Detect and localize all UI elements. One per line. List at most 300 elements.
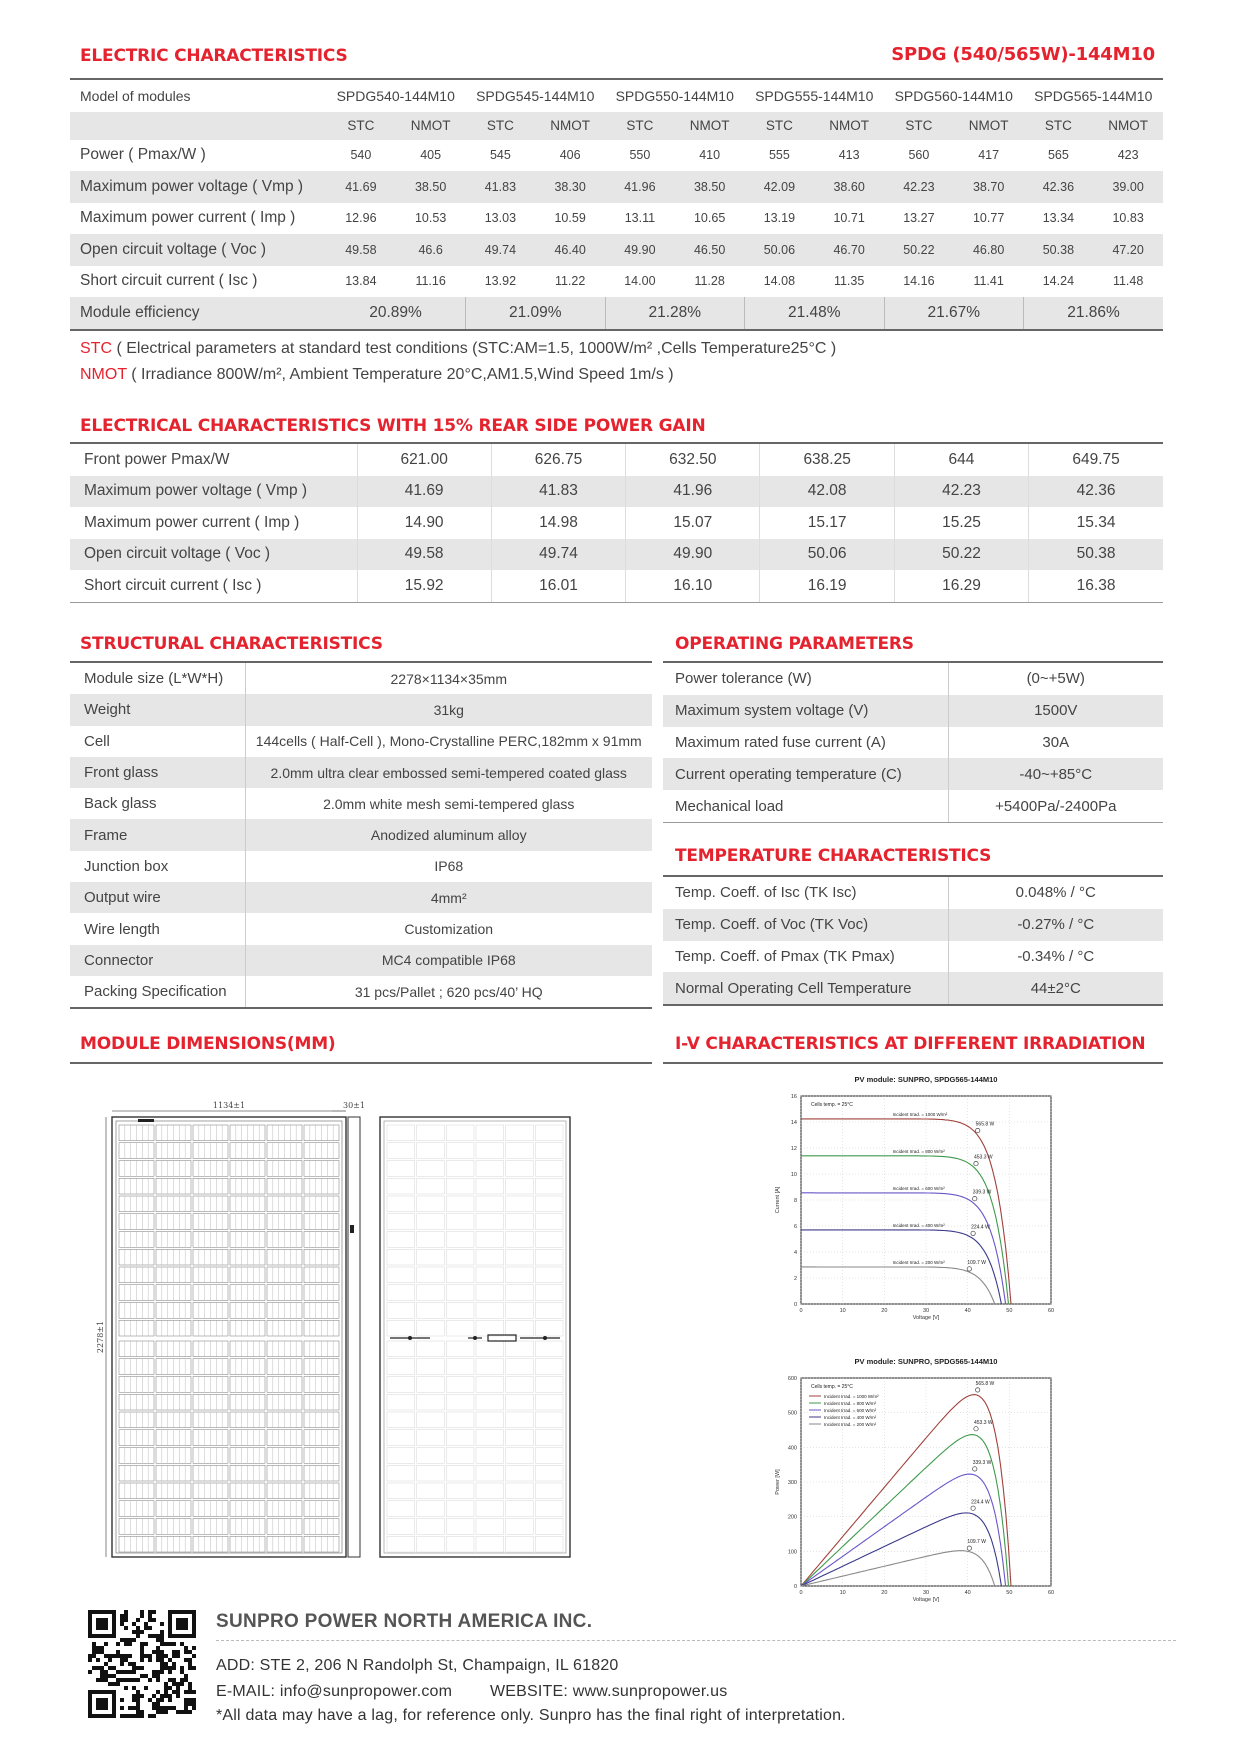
cell-value: 621.00 — [357, 444, 491, 476]
y-tick-label: 6 — [793, 1224, 797, 1230]
table-row — [70, 976, 652, 1007]
cell-value: 39.00 — [1112, 179, 1144, 194]
rear-table-wrap — [70, 442, 1163, 603]
x-tick-label: 40 — [964, 1590, 971, 1596]
cell-value: 11.48 — [1112, 274, 1144, 289]
cell-value: 15.17 — [760, 507, 894, 539]
y-tick-label: 200 — [787, 1514, 797, 1521]
spec-value: -0.34% / °C — [1017, 947, 1095, 965]
efficiency-value: 21.67% — [884, 297, 1024, 329]
legend-note: Cells temp. = 25°C — [811, 1102, 853, 1108]
series-label: Incident Irrad. = 800 W/m² — [892, 1148, 945, 1154]
nmot-header: NMOT — [689, 118, 730, 133]
cell-value: 417 — [978, 148, 1000, 163]
spec-value: 31kg — [433, 701, 464, 718]
cell-value: 14.24 — [1042, 274, 1075, 289]
spec-value: 30A — [1042, 733, 1070, 751]
row-label: Maximum power voltage ( Vmp ) — [70, 476, 357, 508]
table-row — [70, 171, 1163, 203]
mpp-marker — [973, 1467, 977, 1471]
cell-value: 41.83 — [484, 179, 517, 194]
legend-label: Incident Irrad. = 800 W/m² — [824, 1401, 877, 1406]
cell-value: 38.50 — [693, 179, 726, 194]
cell-value: 10.53 — [414, 211, 447, 226]
y-axis-label: Power [W] — [775, 1469, 781, 1495]
table-row — [70, 726, 652, 757]
mpp-label: 565.8 W — [975, 1121, 995, 1128]
efficiency-value: 21.28% — [605, 297, 745, 329]
spec-value: 0.048% / °C — [1015, 884, 1096, 902]
table-row — [70, 570, 1163, 602]
cell-value: 10.71 — [833, 211, 865, 226]
cell-value: 41.96 — [624, 179, 656, 194]
mpp-label: 224.4 W — [971, 1499, 990, 1506]
cell-value: 49.74 — [484, 242, 517, 257]
cell-value: 13.84 — [345, 274, 377, 289]
table-row — [663, 972, 1163, 1004]
cell-value: 47.20 — [1112, 242, 1144, 257]
chart-title: PV module: SUNPRO, SPDG565-144M10 — [854, 1357, 998, 1366]
cell-value: 14.16 — [903, 274, 935, 289]
table-row — [663, 877, 1163, 909]
x-tick-label: 50 — [1006, 1590, 1013, 1596]
x-tick-label: 0 — [799, 1590, 803, 1596]
efficiency-row — [70, 297, 1163, 329]
table-row — [663, 941, 1163, 973]
nmot-header: NMOT — [410, 118, 451, 133]
table-row — [70, 663, 652, 694]
cell-value: 38.70 — [972, 179, 1005, 194]
x-axis-label: Voltage [V] — [912, 1597, 940, 1603]
table-row — [70, 539, 1163, 571]
dimensions-rule — [70, 1062, 652, 1064]
y-tick-label: 4 — [793, 1250, 797, 1256]
table-row — [70, 694, 652, 725]
cell-value: 16.29 — [894, 570, 1028, 602]
stc-header: STC — [486, 118, 514, 133]
spec-value: 144cells ( Half-Cell ), Mono-Crystalline PERC,182mm x 91mm — [255, 733, 642, 750]
cell-value: 638.25 — [760, 444, 894, 476]
y-tick-label: 500 — [787, 1410, 797, 1417]
spec-value: -0.27% / °C — [1017, 916, 1095, 934]
cell-value: 545 — [489, 148, 511, 163]
cell-value: 12.96 — [345, 211, 377, 226]
table-row — [663, 695, 1163, 727]
x-tick-label: 60 — [1047, 1590, 1055, 1596]
dimensions-title: MODULE DIMENSIONS(MM) — [80, 1034, 336, 1054]
spec-label: Connector — [70, 945, 245, 976]
electric-table — [70, 80, 1163, 329]
table-row — [70, 913, 652, 944]
x-tick-label: 50 — [1006, 1308, 1013, 1314]
cell-value: 11.28 — [694, 274, 725, 289]
cell-value: 41.69 — [357, 476, 491, 508]
spec-label: Temp. Coeff. of Isc (TK Isc) — [663, 877, 948, 909]
spec-label: Front glass — [70, 757, 245, 788]
spec-label: Packing Specification — [70, 976, 245, 1007]
width-dimension-label: 1134±1 — [212, 1101, 246, 1110]
stc-header: STC — [905, 118, 933, 133]
x-axis-label: Voltage [V] — [912, 1315, 940, 1321]
mpp-label: 453.3 W — [974, 1419, 993, 1426]
efficiency-value: 21.48% — [745, 297, 885, 329]
cell-value: 11.22 — [554, 274, 586, 289]
model-name: SPDG550-144M10 — [615, 87, 734, 104]
cell-value: 626.75 — [491, 444, 625, 476]
iv-curve-chart — [755, 1070, 1085, 1340]
cell-value: 11.16 — [415, 274, 446, 289]
company-address: ADD: STE 2, 206 N Randolph St, Champaign, IL 61820 — [216, 1657, 619, 1674]
row-label: Maximum power current ( Imp ) — [80, 209, 296, 227]
cell-value: 49.90 — [626, 539, 760, 571]
spec-value: Anodized aluminum alloy — [370, 827, 527, 844]
spec-value: 2278×1134×35mm — [390, 670, 507, 687]
operating-title: OPERATING PARAMETERS — [675, 634, 914, 654]
cell-value: 16.01 — [491, 570, 625, 602]
electric-table-wrap — [70, 78, 1163, 331]
cell-value: 15.34 — [1076, 513, 1116, 531]
cell-value: 14.00 — [624, 274, 656, 289]
row-label: Open circuit voltage ( Voc ) — [80, 240, 267, 258]
series-label: Incident Irrad. = 400 W/m² — [892, 1222, 945, 1228]
cell-value: 15.07 — [626, 507, 760, 539]
cell-value: 42.09 — [763, 179, 796, 194]
mpp-label: 109.7 W — [967, 1259, 986, 1266]
cell-value: 46.50 — [693, 242, 726, 257]
mpp-marker — [971, 1231, 975, 1235]
chart-title: PV module: SUNPRO, SPDG565-144M10 — [854, 1075, 998, 1084]
cell-value: 50.06 — [763, 242, 796, 257]
cell-value: 565 — [1047, 148, 1069, 163]
y-tick-label: 400 — [787, 1445, 797, 1452]
cell-value: 16.10 — [626, 570, 760, 602]
qr-code — [88, 1610, 196, 1718]
stc-nmot-row — [70, 112, 1163, 140]
spec-label: Wire length — [70, 913, 245, 944]
model-name: SPDG540-144M10 — [336, 87, 455, 104]
cell-value: 14.98 — [491, 507, 625, 539]
cell-value: 13.34 — [1042, 211, 1075, 226]
mpp-marker — [975, 1388, 979, 1392]
cell-value: 11.35 — [833, 274, 865, 289]
operating-table — [663, 663, 1163, 822]
legend-label: Incident Irrad. = 600 W/m² — [824, 1408, 877, 1413]
y-tick-label: 100 — [787, 1549, 797, 1556]
cell-value: 49.74 — [491, 539, 625, 571]
mpp-label: 339.3 W — [972, 1459, 992, 1466]
model-name: SPDG565-144M10 — [1034, 87, 1153, 104]
cell-value: 413 — [838, 148, 860, 163]
cell-value: 50.38 — [1076, 545, 1116, 563]
table-row — [70, 507, 1163, 539]
cell-value: 410 — [699, 148, 721, 163]
row-label: Short circuit current ( Isc ) — [70, 570, 357, 602]
x-tick-label: 60 — [1047, 1308, 1055, 1314]
x-tick-label: 0 — [799, 1308, 803, 1314]
y-tick-label: 8 — [793, 1198, 797, 1204]
y-tick-label: 16 — [790, 1094, 797, 1100]
series-label: Incident Irrad. = 200 W/m² — [892, 1259, 945, 1265]
y-axis-label: Current [A] — [775, 1186, 781, 1214]
model-header-row — [70, 80, 1163, 112]
mpp-label: 565.8 W — [975, 1380, 995, 1387]
module-dimension-drawing — [90, 1095, 650, 1585]
cell-value: 49.58 — [345, 242, 377, 257]
cell-value: 10.77 — [972, 211, 1005, 226]
y-tick-label: 300 — [787, 1480, 797, 1486]
spec-label: Maximum rated fuse current (A) — [663, 727, 948, 759]
spec-label: Back glass — [70, 788, 245, 819]
spec-label: Current operating temperature (C) — [663, 758, 948, 790]
cell-value: 10.65 — [693, 211, 726, 226]
y-tick-label: 2 — [793, 1276, 797, 1282]
stc-header: STC — [765, 118, 793, 133]
model-name: SPDG560-144M10 — [894, 87, 1013, 104]
cell-value: 13.03 — [484, 211, 517, 226]
cell-value: 405 — [420, 148, 442, 163]
table-row — [70, 882, 652, 913]
spec-value: Customization — [404, 921, 494, 938]
cell-value: 423 — [1117, 148, 1139, 163]
y-tick-label: 0 — [793, 1302, 797, 1308]
cell-value: 632.50 — [626, 444, 760, 476]
x-tick-label: 10 — [839, 1590, 846, 1596]
cell-value: 649.75 — [1072, 450, 1120, 468]
cell-value: 41.83 — [491, 476, 625, 508]
cell-value: 10.59 — [554, 211, 586, 226]
nmot-header: NMOT — [1108, 118, 1148, 133]
efficiency-value: 21.86% — [1024, 297, 1164, 329]
spec-label: Weight — [70, 694, 245, 725]
disclaimer: *All data may have a lag, for reference only. Sunpro has the final right of interpretation. — [216, 1707, 846, 1724]
table-row — [70, 945, 652, 976]
cell-value: 49.90 — [624, 242, 656, 257]
mpp-marker — [967, 1546, 971, 1550]
iv-title: I-V CHARACTERISTICS AT DIFFERENT IRRADIATION — [675, 1034, 1146, 1054]
cell-value: 38.50 — [414, 179, 447, 194]
spec-value: -40~+85°C — [1019, 765, 1093, 783]
spec-value: 31 pcs/Pallet ; 620 pcs/40’ HQ — [354, 983, 543, 1000]
x-tick-label: 20 — [881, 1590, 888, 1596]
table-row — [663, 909, 1163, 941]
model-name: SPDG545-144M10 — [476, 87, 595, 104]
mpp-marker — [971, 1506, 975, 1510]
iv-rule — [663, 1062, 1163, 1064]
structural-table-wrap — [70, 661, 652, 1009]
mpp-label: 339.3 W — [972, 1189, 992, 1196]
temperature-table — [663, 877, 1163, 1004]
mpp-marker — [967, 1267, 971, 1271]
module-front-view — [96, 1101, 346, 1557]
cell-value: 38.60 — [833, 179, 865, 194]
table-row — [663, 758, 1163, 790]
cell-value: 15.92 — [357, 570, 491, 602]
cell-value: 16.38 — [1076, 576, 1116, 594]
company-website[interactable]: WEBSITE: www.sunpropower.us — [490, 1683, 728, 1700]
temperature-table-wrap — [663, 875, 1163, 1006]
row-label: Maximum power voltage ( Vmp ) — [80, 177, 304, 195]
table-row — [70, 476, 1163, 508]
spec-label: Temp. Coeff. of Pmax (TK Pmax) — [663, 941, 948, 973]
cell-value: 14.90 — [357, 507, 491, 539]
thickness-dimension-label: 30±1 — [343, 1101, 365, 1110]
table-row — [70, 819, 652, 850]
company-name: SUNPRO POWER NORTH AMERICA INC. — [216, 1611, 593, 1632]
structural-table — [70, 663, 652, 1007]
x-tick-label: 30 — [922, 1590, 930, 1596]
rear-gain-title: ELECTRICAL CHARACTERISTICS WITH 15% REAR SIDE POWER GAIN — [80, 416, 706, 436]
electric-title: ELECTRIC CHARACTERISTICS — [80, 46, 348, 66]
spec-value: (0~+5W) — [1026, 670, 1085, 688]
spec-label: Temp. Coeff. of Voc (TK Voc) — [663, 909, 948, 941]
legend-label: Incident Irrad. = 400 W/m² — [824, 1415, 877, 1420]
model-series-title: SPDG (540/565W)-144M10 — [891, 44, 1155, 65]
x-tick-label: 30 — [922, 1308, 930, 1314]
cell-value: 46.40 — [554, 242, 586, 257]
operating-table-wrap — [663, 661, 1163, 823]
length-dimension-label: 2278±1 — [96, 1320, 105, 1354]
efficiency-value: 21.09% — [466, 297, 606, 329]
cell-value: 41.96 — [626, 476, 760, 508]
cell-value: 10.83 — [1112, 211, 1144, 226]
cell-value: 406 — [559, 148, 581, 163]
stc-header: STC — [347, 118, 375, 133]
nmot-header: NMOT — [550, 118, 590, 133]
row-label: Front power Pmax/W — [70, 444, 357, 476]
cell-value: 42.23 — [903, 179, 935, 194]
cell-value: 13.11 — [624, 211, 656, 226]
mpp-marker — [973, 1197, 977, 1201]
table-row — [70, 140, 1163, 172]
cell-value: 550 — [629, 148, 651, 163]
cell-value: 42.08 — [760, 476, 894, 508]
series-label: Incident Irrad. = 1000 W/m² — [892, 1111, 948, 1117]
spec-label: Module size (L*W*H) — [70, 663, 245, 694]
cell-value: 46.6 — [418, 242, 443, 257]
table-row — [663, 790, 1163, 822]
series-label: Incident Irrad. = 600 W/m² — [892, 1185, 945, 1191]
plot-area — [801, 1096, 1051, 1304]
company-email[interactable]: E-MAIL: info@sunpropower.com — [216, 1683, 453, 1700]
cell-value: 644 — [894, 444, 1028, 476]
spec-label: Frame — [70, 819, 245, 850]
mpp-marker — [974, 1427, 978, 1431]
spec-value: 4mm² — [430, 889, 467, 906]
structural-title: STRUCTURAL CHARACTERISTICS — [80, 634, 383, 654]
spec-value: 44±2°C — [1030, 979, 1081, 997]
cell-value: 42.36 — [1076, 482, 1116, 500]
cell-value: 560 — [908, 148, 930, 163]
cell-value: 50.06 — [760, 539, 894, 571]
spec-label: Normal Operating Cell Temperature — [663, 972, 948, 1004]
footer-rule — [216, 1640, 1176, 1641]
stc-header: STC — [626, 118, 654, 133]
cell-value: 11.41 — [973, 274, 1004, 289]
cell-value: 49.58 — [357, 539, 491, 571]
cell-value: 13.92 — [484, 274, 517, 289]
temperature-title: TEMPERATURE CHARACTERISTICS — [675, 846, 992, 866]
table-row — [70, 788, 652, 819]
nmot-note: NMOT ( Irradiance 800W/m², Ambient Temperature 20°C,AM1.5,Wind Speed 1m/s ) — [80, 366, 674, 383]
cell-value: 46.70 — [833, 242, 865, 257]
cell-value: 15.25 — [894, 507, 1028, 539]
table-row — [70, 234, 1163, 266]
legend-note: Cells temp. = 25°C — [811, 1384, 853, 1390]
y-tick-label: 14 — [790, 1120, 797, 1126]
cell-value: 540 — [350, 148, 372, 163]
nmot-header: NMOT — [829, 118, 869, 133]
pv-curve-chart — [755, 1352, 1095, 1622]
spec-value: 2.0mm ultra clear embossed semi-tempered coated glass — [270, 764, 627, 781]
cell-value: 13.19 — [763, 211, 796, 226]
row-label: Open circuit voltage ( Voc ) — [70, 539, 357, 571]
cell-value: 50.22 — [894, 539, 1028, 571]
x-tick-label: 10 — [839, 1308, 846, 1314]
cell-value: 41.69 — [345, 179, 377, 194]
x-tick-label: 40 — [964, 1308, 971, 1314]
table-row — [70, 203, 1163, 235]
y-tick-label: 0 — [793, 1584, 797, 1590]
table-row — [663, 663, 1163, 695]
table-row — [70, 444, 1163, 476]
spec-label: Output wire — [70, 882, 245, 913]
mpp-marker — [974, 1161, 978, 1165]
row-label: Maximum power current ( Imp ) — [70, 507, 357, 539]
mpp-label: 109.7 W — [967, 1539, 986, 1546]
table-row — [70, 266, 1163, 298]
spec-label: Power tolerance (W) — [663, 663, 948, 695]
spec-value: 1500V — [1034, 702, 1078, 720]
cell-value: 14.08 — [763, 274, 796, 289]
spec-label: Mechanical load — [663, 790, 948, 822]
cell-value: 555 — [768, 148, 790, 163]
module-back-view — [380, 1117, 570, 1557]
row-label: Short circuit current ( Isc ) — [80, 272, 258, 290]
cell-value: 50.38 — [1042, 242, 1075, 257]
row-label: Module efficiency — [80, 303, 200, 321]
spec-value: 2.0mm white mesh semi-tempered glass — [323, 795, 575, 812]
mpp-marker — [975, 1128, 979, 1132]
model-label: Model of modules — [80, 87, 191, 104]
stc-header: STC — [1044, 118, 1072, 133]
y-tick-label: 10 — [790, 1172, 797, 1178]
model-name: SPDG555-144M10 — [755, 87, 874, 104]
cell-value: 46.80 — [972, 242, 1005, 257]
stc-note: STC ( Electrical parameters at standard test conditions (STC:AM=1.5, 1000W/m² ,Cells Temperature25°C ) — [80, 340, 837, 357]
cell-value: 13.27 — [903, 211, 935, 226]
table-row — [663, 727, 1163, 759]
cell-value: 16.19 — [760, 570, 894, 602]
spec-value: IP68 — [434, 858, 464, 875]
row-label: Power ( Pmax/W ) — [80, 146, 206, 164]
table-row — [70, 851, 652, 882]
efficiency-value: 20.89% — [369, 303, 422, 321]
mpp-label: 224.4 W — [971, 1224, 990, 1231]
cell-value: 42.36 — [1042, 179, 1075, 194]
spec-label: Maximum system voltage (V) — [663, 695, 948, 727]
spec-value: +5400Pa/-2400Pa — [995, 797, 1117, 815]
rear-gain-table — [70, 444, 1163, 602]
y-tick-label: 12 — [790, 1146, 797, 1152]
table-row — [70, 757, 652, 788]
spec-label: Junction box — [70, 851, 245, 882]
spec-value: MC4 compatible IP68 — [381, 952, 516, 969]
x-tick-label: 20 — [881, 1308, 888, 1314]
y-tick-label: 600 — [787, 1376, 797, 1382]
cell-value: 42.23 — [894, 476, 1028, 508]
spec-label: Cell — [70, 726, 245, 757]
legend-label: Incident Irrad. = 1000 W/m² — [824, 1394, 879, 1399]
